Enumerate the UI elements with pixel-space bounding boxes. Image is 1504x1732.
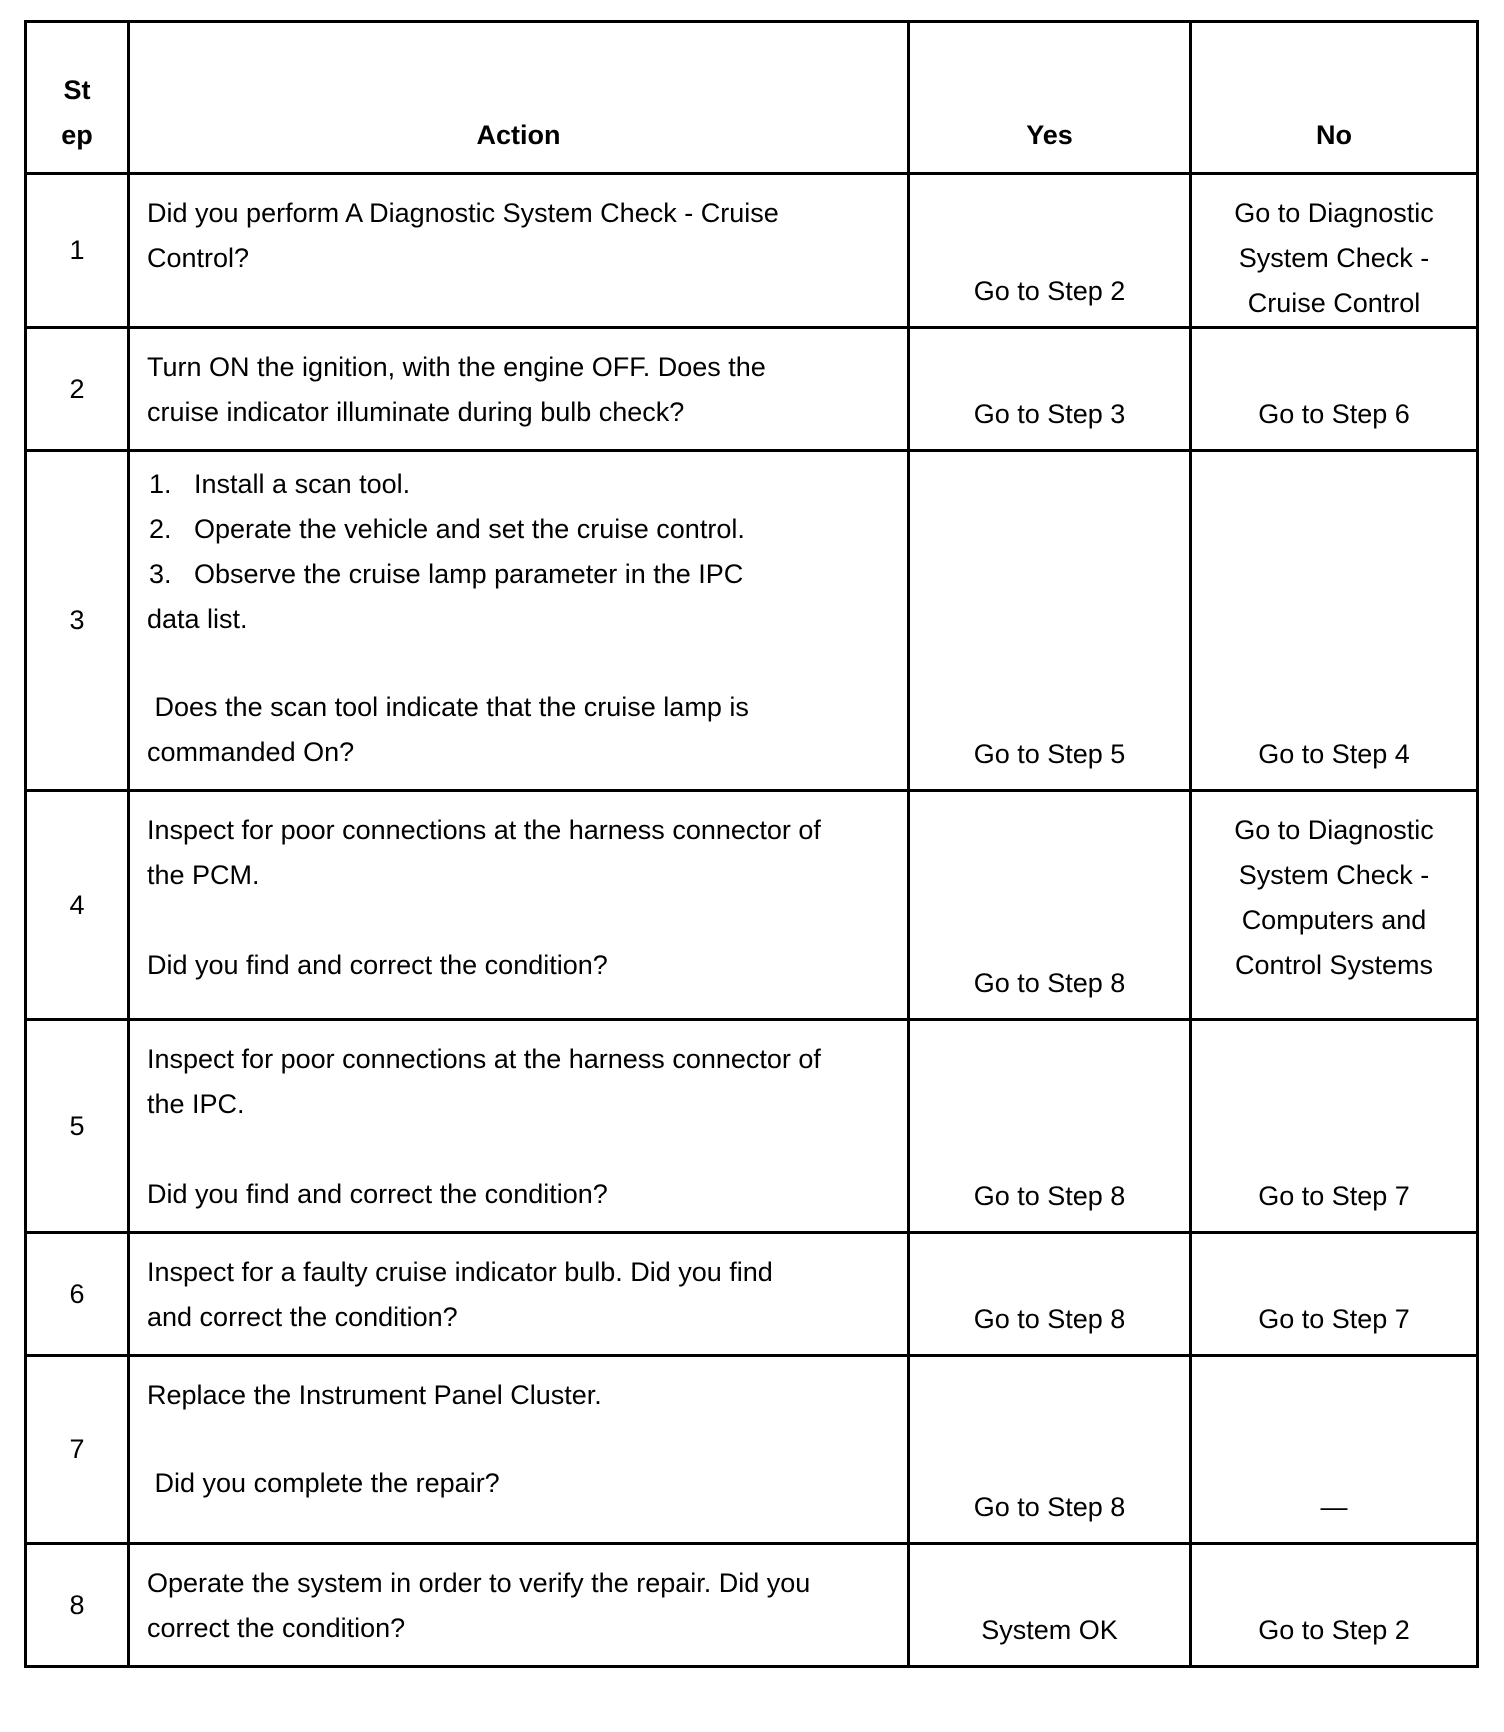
step-number: 7 xyxy=(26,1356,129,1544)
no-line: System Check - xyxy=(1238,243,1430,273)
no-cell xyxy=(1191,174,1478,328)
action-line: Did you perform A Diagnostic System Check - Cruise xyxy=(147,198,779,228)
header-yes: Yes xyxy=(909,22,1191,174)
list-item: 2. Operate the vehicle and set the cruise control. xyxy=(149,514,745,544)
no-cell: Go to Step 2 xyxy=(1191,1544,1478,1667)
list-tail: data list. xyxy=(147,604,248,634)
step-number: 8 xyxy=(26,1544,129,1667)
action-line: correct the condition? xyxy=(147,1613,406,1643)
action-cell xyxy=(129,451,909,791)
action-cell xyxy=(129,791,909,1020)
header-action: Action xyxy=(129,22,909,174)
table-row xyxy=(26,328,1478,451)
no-cell: Go to Step 4 xyxy=(1191,451,1478,791)
list-item: 3. Observe the cruise lamp parameter in the IPC xyxy=(149,559,744,589)
yes-cell: Go to Step 8 xyxy=(909,791,1191,1020)
list-item: 1. Install a scan tool. xyxy=(149,469,411,499)
table-row xyxy=(26,174,1478,328)
question-line: Did you find and correct the condition? xyxy=(147,1179,608,1209)
table-row xyxy=(26,791,1478,1020)
no-cell: Go to Step 7 xyxy=(1191,1020,1478,1233)
action-cell xyxy=(129,1233,909,1356)
step-number: 5 xyxy=(26,1020,129,1233)
header-no: No xyxy=(1191,22,1478,174)
action-line: Inspect for poor connections at the harness connector of xyxy=(147,1044,821,1074)
action-cell xyxy=(129,1356,909,1544)
action-line: and correct the condition? xyxy=(147,1302,458,1332)
action-cell xyxy=(129,1544,909,1667)
action-cell xyxy=(129,328,909,451)
no-line: Computers and xyxy=(1241,905,1427,935)
yes-cell: Go to Step 8 xyxy=(909,1356,1191,1544)
question-line: commanded On? xyxy=(147,737,355,767)
table-row xyxy=(26,1020,1478,1233)
action-line: Inspect for poor connections at the harness connector of xyxy=(147,815,821,845)
no-line: System Check - xyxy=(1238,860,1430,890)
action-line: Operate the system in order to verify the repair. Did you xyxy=(147,1568,811,1598)
diagnostic-table xyxy=(24,20,1479,1668)
step-number: 6 xyxy=(26,1233,129,1356)
no-cell: Go to Step 7 xyxy=(1191,1233,1478,1356)
table-row xyxy=(26,1544,1478,1667)
step-number: 2 xyxy=(26,328,129,451)
question-line: Did you find and correct the condition? xyxy=(147,950,608,980)
no-line: Go to Diagnostic xyxy=(1234,198,1434,228)
no-line: Control Systems xyxy=(1234,950,1434,980)
header-step xyxy=(26,22,129,174)
yes-cell: Go to Step 2 xyxy=(909,174,1191,328)
question-line: Does the scan tool indicate that the cruise lamp is xyxy=(147,692,749,722)
yes-cell: System OK xyxy=(909,1544,1191,1667)
question-line: Did you complete the repair? xyxy=(147,1468,500,1498)
action-line: the PCM. xyxy=(147,860,260,890)
action-cell xyxy=(129,1020,909,1233)
header-row xyxy=(26,22,1478,174)
yes-cell: Go to Step 8 xyxy=(909,1233,1191,1356)
action-line: Inspect for a faulty cruise indicator bulb. Did you find xyxy=(147,1257,773,1287)
yes-cell: Go to Step 5 xyxy=(909,451,1191,791)
no-cell: Go to Step 6 xyxy=(1191,328,1478,451)
table-row xyxy=(26,1356,1478,1544)
no-line: Cruise Control xyxy=(1247,288,1421,318)
step-number: 4 xyxy=(26,791,129,1020)
table-row xyxy=(26,451,1478,791)
action-line: Replace the Instrument Panel Cluster. xyxy=(147,1380,602,1410)
yes-cell: Go to Step 8 xyxy=(909,1020,1191,1233)
no-line: Go to Diagnostic xyxy=(1234,815,1434,845)
action-line: the IPC. xyxy=(147,1089,245,1119)
table-row xyxy=(26,1233,1478,1356)
action-line: Turn ON the ignition, with the engine OFF. Does the xyxy=(147,352,766,382)
action-line: cruise indicator illuminate during bulb check? xyxy=(147,397,685,427)
header-step-line2: ep xyxy=(61,120,93,150)
no-cell xyxy=(1191,791,1478,1020)
action-line: Control? xyxy=(147,243,250,273)
step-number: 1 xyxy=(26,174,129,328)
action-cell xyxy=(129,174,909,328)
header-step-line1: St xyxy=(63,75,91,105)
no-cell: — xyxy=(1191,1356,1478,1544)
yes-cell: Go to Step 3 xyxy=(909,328,1191,451)
step-number: 3 xyxy=(26,451,129,791)
